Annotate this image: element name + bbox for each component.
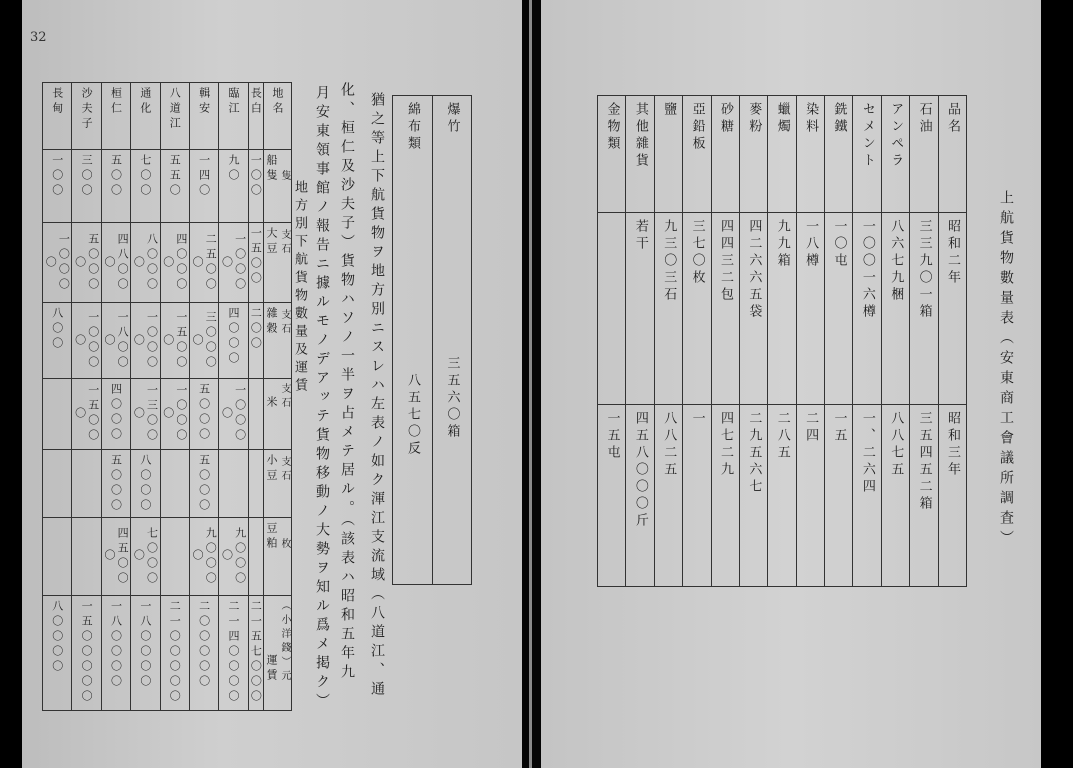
data-cell [219, 223, 248, 303]
data-value: 二一四〇〇〇〇 [227, 599, 241, 705]
data-cell [248, 449, 263, 517]
year1-cell-text: 三七〇枚 [689, 219, 705, 287]
header-unit: 支石 [279, 455, 291, 484]
place-name: 輯安 [197, 87, 211, 117]
data-cell [248, 517, 263, 595]
page-number: 32 [30, 30, 47, 45]
year1-cell [654, 213, 682, 405]
year2-cell [796, 405, 824, 587]
data-cell [72, 595, 101, 710]
header-label: 豆粕 [265, 521, 279, 552]
data-value: 二一五七〇〇〇 [249, 599, 263, 705]
data-value: 五〇〇〇 [197, 383, 211, 444]
item-cell [654, 96, 682, 213]
year1-cell-text: 一〇〇一六樽 [859, 219, 875, 321]
item-cell [739, 96, 767, 213]
data-cell [248, 379, 263, 449]
data-value: 四〇〇〇 [109, 383, 123, 444]
data-value: 一五〇〇〇 [73, 384, 100, 445]
header-unit: 隻 [279, 170, 291, 184]
header-y2 [938, 405, 967, 587]
year2-cell [768, 405, 796, 587]
data-value: 四五〇〇〇 [102, 526, 130, 587]
item-cell [825, 96, 853, 213]
year2-cell [711, 405, 739, 587]
data-value: 八〇〇 [50, 307, 64, 353]
header-cell [263, 449, 291, 517]
data-value: 四〇〇〇〇 [161, 233, 188, 293]
year1-cell-text: 九九箱 [774, 219, 790, 270]
data-cell [248, 303, 263, 379]
data-cell [248, 223, 263, 303]
item-cell [881, 96, 909, 213]
year2-cell [598, 405, 626, 587]
year1-cell [825, 213, 853, 405]
year2-cell-text: 一五 [831, 411, 847, 445]
data-value: 一八〇〇〇〇 [109, 599, 123, 690]
data-cell [101, 595, 130, 710]
data-cell [219, 517, 248, 595]
header-label: 大豆 [265, 227, 279, 257]
place-name: 長白 [249, 87, 263, 117]
year2-cell [881, 405, 909, 587]
data-cell [131, 150, 160, 223]
data-value: 八〇〇〇〇 [50, 599, 64, 675]
header-cell [263, 379, 291, 449]
data-value: 一五〇〇〇〇〇 [80, 599, 94, 705]
year1-cell-text: 九三〇三石 [661, 219, 677, 304]
header-unit: 支石 [279, 383, 291, 412]
data-value: 九〇 [227, 154, 241, 184]
item-cell-text: 砂糖 [717, 102, 733, 136]
item-cell-text: 其他雜貨 [632, 102, 648, 170]
data-cell [72, 449, 101, 517]
data-cell [43, 449, 72, 517]
data-value: 八〇〇〇 [138, 453, 152, 514]
data-cell [72, 223, 101, 303]
year2-cell-text: 二四 [803, 411, 819, 445]
right-page [541, 0, 1041, 768]
place-cell [101, 83, 130, 150]
year2-cell [654, 405, 682, 587]
data-cell [189, 379, 218, 449]
data-cell [219, 595, 248, 710]
data-value: 三〇〇〇〇 [191, 311, 218, 372]
header-unit: 支石 [279, 229, 291, 257]
data-cell [101, 150, 130, 223]
data-cell [101, 449, 130, 517]
data-value: 二一〇〇〇〇〇 [168, 599, 182, 705]
data-cell [43, 223, 72, 303]
year2-cell [739, 405, 767, 587]
year1-cell [910, 213, 938, 405]
year2-cell-text: 八八七五 [888, 411, 904, 479]
item-cell [796, 96, 824, 213]
data-cell [101, 517, 130, 595]
year2-cell-text: 八八二五 [661, 411, 677, 479]
year2-cell [910, 405, 938, 587]
year1-cell [768, 213, 796, 405]
header-y1-text: 昭和二年 [945, 219, 961, 287]
data-cell [101, 223, 130, 303]
data-cell [72, 303, 101, 379]
year2-cell-text: 一 [689, 411, 705, 428]
data-value: 二〇〇〇〇〇 [197, 599, 211, 690]
data-cell [219, 449, 248, 517]
header-unit: 枚 [279, 537, 291, 552]
data-value: 五〇〇〇 [109, 453, 123, 514]
data-value: 九〇〇〇〇 [220, 526, 247, 587]
data-cell [101, 303, 130, 379]
firecracker-col [432, 96, 472, 585]
data-cell [219, 379, 248, 449]
paragraph-line-1: 猶之等上下航貨物ヲ地方別ニスレハ左表ノ如ク渾江支流域（八道江、通 [369, 92, 385, 700]
data-value: 七〇〇 [138, 154, 152, 199]
data-value: 五五〇 [168, 154, 182, 199]
data-cell [160, 303, 189, 379]
item-cell-text: 銑鐵 [831, 102, 847, 136]
item-cell-text: 蠟燭 [774, 102, 790, 136]
firecracker-label: 爆竹 [444, 102, 460, 136]
place-name: 通化 [138, 87, 152, 117]
data-value: 一五〇〇 [249, 227, 263, 287]
data-value: 一〇〇〇〇 [220, 384, 247, 445]
item-cell-text: 鹽 [661, 102, 677, 119]
header-label: 運賃 [265, 653, 279, 684]
item-cell [626, 96, 654, 213]
year1-cell-text: 八六七九梱 [888, 219, 904, 304]
data-cell [72, 517, 101, 595]
year2-cell [853, 405, 881, 587]
item-cell-text: セメント [859, 102, 875, 170]
place-cell [160, 83, 189, 150]
data-value: 一八〇〇〇 [102, 311, 130, 372]
year2-cell-text: 一、二六四 [859, 411, 875, 496]
data-value: 一〇〇〇〇 [73, 311, 100, 372]
year2-cell [626, 405, 654, 587]
right-page-title: 上航貨物數量表（安東商工會議所調査） [998, 190, 1014, 550]
data-value: 七〇〇〇〇 [132, 526, 159, 587]
gutter-fold [529, 0, 532, 768]
year1-cell-text: 三三九〇一箱 [916, 219, 932, 321]
header-label: 小豆 [265, 453, 279, 484]
header-cell [263, 517, 291, 595]
item-cell [768, 96, 796, 213]
item-cell-text: 石油 [916, 102, 932, 136]
year2-cell-text: 三五四五二箱 [916, 411, 932, 513]
data-value: 一四〇 [197, 154, 211, 199]
cloth-item-label: 綿布類 [405, 102, 421, 153]
data-cell [189, 303, 218, 379]
header-label: 地名 [271, 87, 285, 117]
header-cell [263, 150, 291, 223]
data-cell [189, 517, 218, 595]
data-cell [131, 223, 160, 303]
cloth-table [392, 95, 472, 585]
data-value: 二五〇〇〇 [191, 233, 218, 293]
data-cell [131, 595, 160, 710]
data-cell [189, 449, 218, 517]
data-cell [43, 379, 72, 449]
year1-cell-text: 四二六六五袋 [746, 219, 762, 321]
year1-cell-text: 若干 [632, 219, 648, 253]
data-value: 五〇〇 [109, 154, 123, 199]
data-value: 一八〇〇〇〇 [138, 599, 152, 690]
cloth-item-col [393, 96, 433, 585]
data-value: 八〇〇〇〇 [132, 233, 159, 293]
header-item-text: 品名 [945, 102, 961, 136]
item-cell-text: 染料 [803, 102, 819, 136]
data-value: 一三〇〇〇 [132, 384, 159, 445]
header-label: 雜穀 [265, 307, 279, 338]
data-cell [131, 517, 160, 595]
data-cell [43, 517, 72, 595]
data-cell [160, 223, 189, 303]
data-cell [160, 595, 189, 710]
data-value: 一〇〇〇〇 [161, 384, 188, 445]
place-name: 八道江 [168, 87, 182, 132]
place-cell [43, 83, 72, 150]
data-cell [43, 150, 72, 223]
data-cell [160, 449, 189, 517]
year1-cell-text: 一八樽 [803, 219, 819, 270]
data-value: 一〇〇 [50, 154, 64, 199]
item-cell [598, 96, 626, 213]
data-value: 五〇〇〇 [197, 453, 211, 514]
data-value: 一〇〇〇〇 [44, 233, 71, 293]
header-cell [263, 595, 291, 710]
item-cell-text: 金物類 [604, 102, 620, 153]
data-cell [160, 379, 189, 449]
data-cell [248, 595, 263, 710]
data-cell [131, 379, 160, 449]
data-value: 一五〇〇〇 [161, 311, 188, 372]
item-cell [683, 96, 711, 213]
data-cell [189, 150, 218, 223]
place-cell [189, 83, 218, 150]
data-cell [189, 223, 218, 303]
data-cell [101, 379, 130, 449]
place-name: 臨江 [227, 87, 241, 117]
data-value: 一〇〇〇〇 [132, 311, 159, 372]
place-cell [219, 83, 248, 150]
header-unit: （小洋錢）元 [279, 599, 291, 684]
item-cell [910, 96, 938, 213]
year2-cell [683, 405, 711, 587]
data-cell [131, 449, 160, 517]
data-value: 四八〇〇〇 [102, 233, 130, 293]
data-cell [72, 379, 101, 449]
cargo-quantity-table [597, 95, 967, 587]
data-value: 一〇〇〇〇 [220, 233, 247, 293]
year2-cell [825, 405, 853, 587]
year1-cell [739, 213, 767, 405]
header-cell [263, 83, 291, 150]
data-cell [160, 150, 189, 223]
data-cell [72, 150, 101, 223]
year1-cell [711, 213, 739, 405]
firecracker-value: 三五六〇箱 [444, 356, 460, 442]
data-cell [189, 595, 218, 710]
data-value: 五〇〇〇〇 [73, 233, 100, 293]
item-cell [711, 96, 739, 213]
year2-cell-text: 二九五六七 [746, 411, 762, 496]
year2-cell-text: 四七二九 [717, 411, 733, 479]
year2-cell-text: 二八五 [774, 411, 790, 462]
regional-cargo-table [42, 82, 292, 711]
year1-cell [796, 213, 824, 405]
data-cell [131, 303, 160, 379]
year1-cell [881, 213, 909, 405]
place-name: 沙夫子 [80, 87, 94, 132]
place-cell [131, 83, 160, 150]
data-cell [43, 303, 72, 379]
year1-cell-text: 一〇屯 [831, 219, 847, 270]
year2-cell-text: 一五屯 [604, 411, 620, 462]
header-label: 船隻 [265, 154, 279, 184]
year1-cell [683, 213, 711, 405]
data-cell [160, 517, 189, 595]
data-value: 九〇〇〇〇 [191, 526, 218, 587]
header-cell [263, 223, 291, 303]
data-value: 二〇〇 [249, 307, 263, 353]
data-value: 四〇〇〇 [227, 307, 241, 368]
paragraph-line-3: 月安東領事館ノ報告ニ據ルモノデアッテ貨物移動ノ大勢ヲ知ル爲メ掲ク） [314, 85, 330, 712]
data-value: 三〇〇 [80, 154, 94, 199]
paragraph-line-2: 化、桓仁及沙夫子）貨物ハソノ一半ヲ占メテ居ル。（該表ハ昭和五年九 [339, 82, 355, 683]
year2-cell-text: 四五八〇〇〇斤 [632, 411, 648, 530]
item-cell [853, 96, 881, 213]
year1-cell [626, 213, 654, 405]
year1-cell [598, 213, 626, 405]
place-name: 桓仁 [109, 87, 123, 117]
subtitle: 地方別下航貨物數量及運賃 [292, 180, 307, 396]
data-cell [43, 595, 72, 710]
place-name: 長甸 [50, 87, 64, 117]
item-cell-text: 麥粉 [746, 102, 762, 136]
header-item [938, 96, 967, 213]
item-cell-text: 亞鉛板 [689, 102, 705, 153]
year1-cell-text: 四四三二包 [717, 219, 733, 304]
cloth-item-value: 八五七〇反 [405, 373, 421, 459]
item-cell-text: アンペラ [888, 102, 904, 170]
header-y2-text: 昭和三年 [945, 411, 961, 479]
data-cell [248, 150, 263, 223]
header-cell [263, 303, 291, 379]
data-cell [219, 303, 248, 379]
place-cell [248, 83, 263, 150]
year1-cell [853, 213, 881, 405]
place-cell [72, 83, 101, 150]
header-label: 米 [265, 396, 279, 412]
left-page [22, 0, 522, 768]
header-y1 [938, 213, 967, 405]
data-cell [219, 150, 248, 223]
header-unit: 支石 [279, 309, 291, 338]
data-value: 一〇〇 [249, 154, 263, 199]
